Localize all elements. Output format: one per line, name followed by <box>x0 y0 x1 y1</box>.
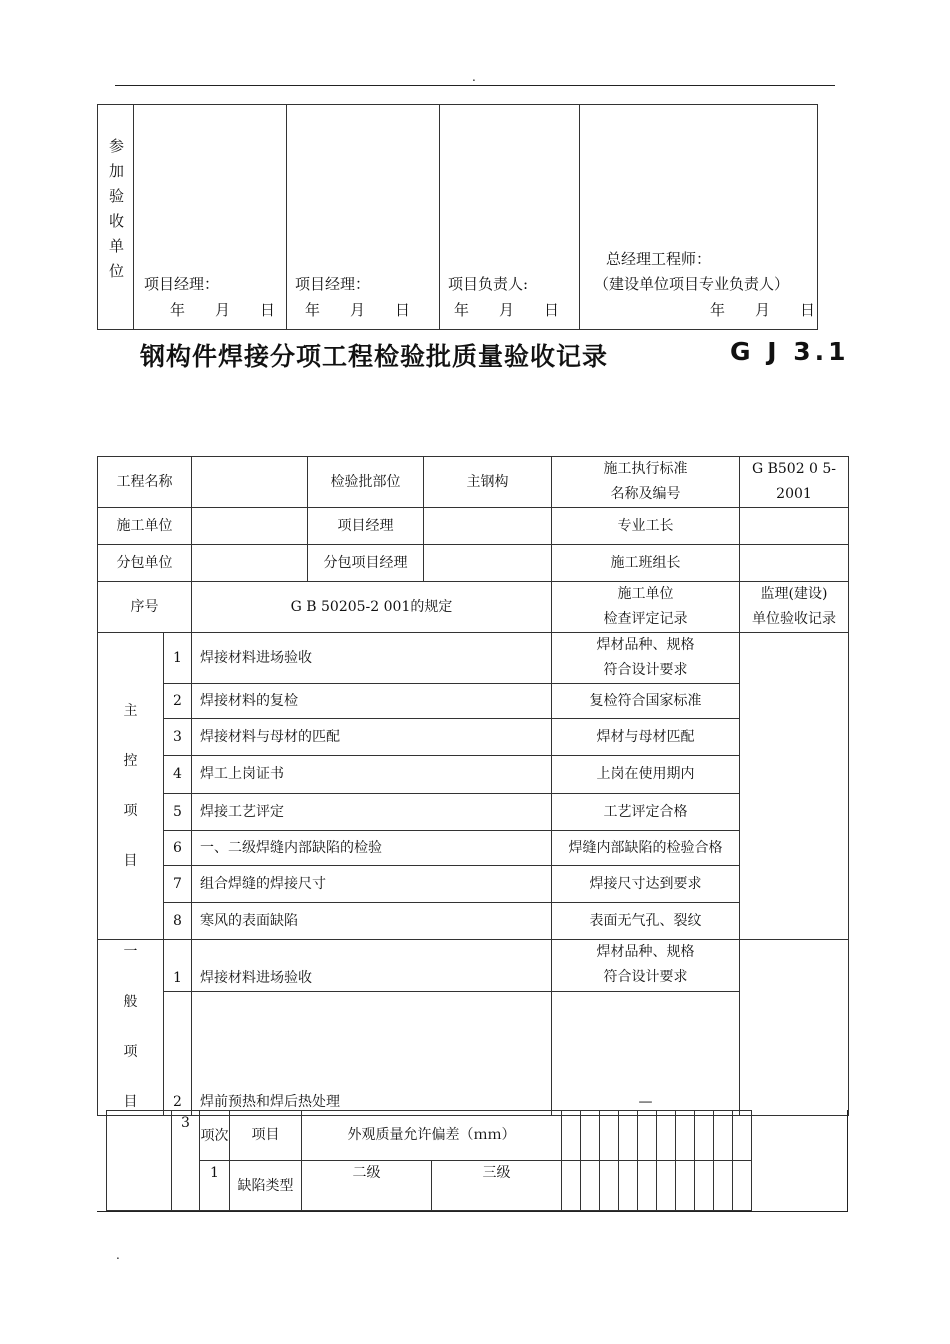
sub-value <box>192 545 308 582</box>
acceptance-units-table <box>97 104 818 330</box>
batch-location-value: 主钢构 <box>424 457 552 508</box>
document-title: 钢构件焊接分项工程检验批质量验收记录 <box>140 342 609 371</box>
grid-cell <box>676 1111 695 1161</box>
main-item-name: 焊接材料进场验收 <box>192 633 552 684</box>
grid-cell <box>638 1111 657 1161</box>
main-item-no: 6 <box>164 831 192 866</box>
grid-cell <box>600 1111 619 1161</box>
grid-cell <box>676 1161 695 1211</box>
general-item-result: — <box>552 991 740 1115</box>
grid-cell <box>733 1161 752 1211</box>
foreman-label: 专业工长 <box>552 508 740 545</box>
grid-cell <box>638 1161 657 1211</box>
grid-cell <box>581 1161 600 1211</box>
general-item-name: 焊接材料进场验收 <box>192 940 552 992</box>
main-item-name: 焊接材料与母材的匹配 <box>192 719 552 756</box>
subtable-row-no: 1 <box>200 1161 230 1211</box>
subtable-grade2: 二级 <box>302 1161 432 1211</box>
acceptance-units-label: 参加验收单位 <box>98 105 134 330</box>
form-code: G J 3.1 <box>730 337 850 366</box>
main-item-no: 7 <box>164 866 192 903</box>
pm-label: 项目经理 <box>308 508 424 545</box>
project-name-label: 工程名称 <box>98 457 192 508</box>
contractor-value <box>192 508 308 545</box>
general-item-no: 1 <box>164 940 192 992</box>
main-item-result: 上岗在使用期内 <box>552 756 740 794</box>
main-item-name: 焊接工艺评定 <box>192 794 552 831</box>
general-group-label: 一 般 项 目 <box>98 940 164 1116</box>
subtable-blank <box>107 1111 172 1211</box>
subtable-no: 3 <box>172 1111 200 1211</box>
main-group-label: 主 控 项 目 <box>98 633 164 940</box>
subtable-seq-label: 项次 <box>200 1111 230 1161</box>
grid-cell <box>714 1161 733 1211</box>
seq-label: 序号 <box>98 582 192 633</box>
subtable-right-border <box>847 1110 848 1211</box>
grid-cell <box>714 1111 733 1161</box>
main-item-no: 5 <box>164 794 192 831</box>
foreman-value <box>740 508 849 545</box>
main-item-name: 一、二级焊缝内部缺陷的检验 <box>192 831 552 866</box>
acceptance-cell-3: 项目负责人: 年 月 日 <box>440 105 580 330</box>
grid-cell <box>600 1161 619 1211</box>
pm-value <box>424 508 552 545</box>
inspection-form-table <box>97 456 849 1116</box>
subtable-tolerance-label: 外观质量允许偏差（ｍｍ） <box>302 1111 562 1161</box>
spec-label: G B 50205-2 001的规定 <box>192 582 552 633</box>
main-item-result: 焊接尺寸达到要求 <box>552 866 740 903</box>
header-dot: . <box>472 70 476 84</box>
general-item-no: 2 <box>164 991 192 1115</box>
supervision-label: 监理(建设) 单位验收记录 <box>740 582 849 633</box>
main-item-name: 焊接材料的复检 <box>192 684 552 719</box>
grid-cell <box>562 1161 581 1211</box>
check-label: 施工单位 检查评定记录 <box>552 582 740 633</box>
grid-cell <box>562 1111 581 1161</box>
general-item-result: 焊材品种、规格 符合设计要求 <box>552 940 740 992</box>
main-item-result: 表面无气孔、裂纹 <box>552 903 740 940</box>
main-item-no: 3 <box>164 719 192 756</box>
main-supervision-cell <box>740 633 849 940</box>
subtable-grade3: 三级 <box>432 1161 562 1211</box>
header-rule <box>115 85 835 86</box>
main-item-result: 焊材品种、规格 符合设计要求 <box>552 633 740 684</box>
batch-location-label: 检验批部位 <box>308 457 424 508</box>
footer-dot: . <box>116 1248 120 1262</box>
general-supervision-cell <box>740 940 849 1116</box>
team-leader-label: 施工班组长 <box>552 545 740 582</box>
main-item-result: 焊缝内部缺陷的检验合格 <box>552 831 740 866</box>
main-item-no: 2 <box>164 684 192 719</box>
project-name-value <box>192 457 308 508</box>
subtable-defect-type: 缺陷类型 <box>230 1161 302 1211</box>
main-item-name: 组合焊缝的焊接尺寸 <box>192 866 552 903</box>
team-leader-value <box>740 545 849 582</box>
contractor-label: 施工单位 <box>98 508 192 545</box>
grid-cell <box>581 1111 600 1161</box>
main-item-name: 寒风的表面缺陷 <box>192 903 552 940</box>
sub-pm-value <box>424 545 552 582</box>
acceptance-cell-4: 总经理工程师： （建设单位项目专业负责人） 年 月 日 <box>580 105 818 330</box>
grid-cell <box>733 1111 752 1161</box>
acceptance-cell-2: 项目经理： 年 月 日 <box>287 105 440 330</box>
main-item-no: 1 <box>164 633 192 684</box>
grid-cell <box>619 1111 638 1161</box>
standard-label: 施工执行标准 名称及编号 <box>552 457 740 508</box>
grid-cell <box>619 1161 638 1211</box>
main-item-no: 4 <box>164 756 192 794</box>
main-item-name: 焊工上岗证书 <box>192 756 552 794</box>
main-item-result: 焊材与母材匹配 <box>552 719 740 756</box>
grid-cell <box>657 1111 676 1161</box>
tolerance-subtable <box>106 1110 752 1211</box>
main-item-no: 8 <box>164 903 192 940</box>
subtable-item-label: 项目 <box>230 1111 302 1161</box>
grid-cell <box>657 1161 676 1211</box>
general-item-name: 焊前预热和焊后热处理 <box>192 991 552 1115</box>
standard-value: G B502 0 5- 2001 <box>740 457 849 508</box>
acceptance-cell-1: 项目经理： 年 月 日 <box>134 105 287 330</box>
sub-label: 分包单位 <box>98 545 192 582</box>
main-item-result: 工艺评定合格 <box>552 794 740 831</box>
main-item-result: 复检符合国家标准 <box>552 684 740 719</box>
grid-cell <box>695 1161 714 1211</box>
subtable-bottom-rule <box>97 1211 848 1212</box>
grid-cell <box>695 1111 714 1161</box>
sub-pm-label: 分包项目经理 <box>308 545 424 582</box>
